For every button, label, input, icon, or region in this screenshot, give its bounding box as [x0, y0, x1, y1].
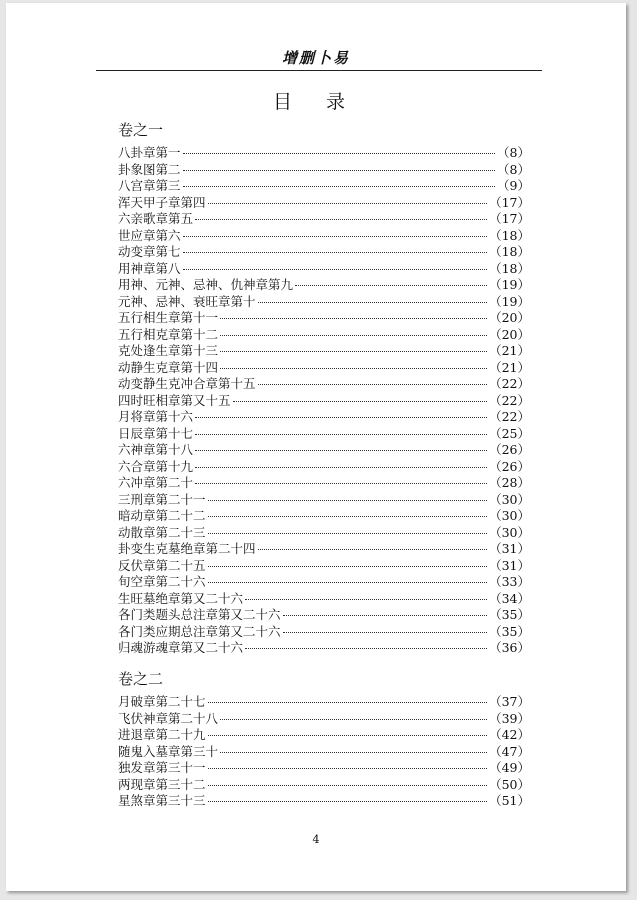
dot-leader [195, 434, 487, 435]
document-page [6, 3, 626, 891]
dot-leader [283, 632, 488, 633]
dot-leader [195, 467, 487, 468]
running-header-title: 增删卜易 [281, 49, 350, 67]
dot-leader [195, 483, 487, 484]
toc-entry[interactable] [118, 327, 530, 344]
dot-leader [195, 450, 487, 451]
toc-entry-title: 随鬼入墓章第三十 [118, 743, 219, 759]
toc-entry-title: 动散章第二十三 [118, 524, 206, 540]
toc-entry-title: 三刑章第二十一 [118, 491, 206, 507]
toc-entry-title: 独发章第三十一 [118, 760, 206, 775]
toc-entry-page: （30） [489, 491, 530, 507]
dot-leader [208, 500, 488, 501]
toc-entry[interactable] [118, 459, 530, 476]
toc-entry-title: 浑天甲子章第四 [118, 194, 206, 210]
toc-entry[interactable] [118, 228, 530, 245]
toc-entry-page: （39） [489, 710, 530, 726]
toc-entry-page: （22） [489, 409, 530, 424]
toc-entry-page: （36） [489, 640, 530, 655]
toc-entry-page: （22） [489, 392, 530, 408]
toc-entry[interactable] [118, 409, 530, 426]
dot-leader [208, 566, 488, 567]
dot-leader [245, 599, 487, 600]
toc-entry[interactable] [118, 793, 530, 810]
toc-entry-page: （30） [489, 524, 530, 540]
dot-leader [233, 401, 488, 402]
toc-entry-page: （18） [489, 227, 530, 243]
toc-entry-title: 五行相克章第十二 [118, 326, 219, 342]
volume-section-1 [118, 119, 530, 657]
toc-entry-page: （37） [489, 694, 530, 709]
dot-leader [183, 153, 496, 154]
toc-entry-title: 进退章第二十九 [118, 727, 206, 742]
toc-entry[interactable] [118, 558, 530, 575]
toc-entry[interactable] [118, 310, 530, 327]
toc-entry-page: （20） [489, 310, 530, 325]
toc-entry-page: （28） [489, 475, 530, 490]
toc-entry[interactable] [118, 426, 530, 443]
toc-entry[interactable] [118, 508, 530, 525]
toc-entry[interactable] [118, 574, 530, 591]
dot-leader [220, 351, 487, 352]
toc-entry-title: 卦变生克墓绝章第二十四 [118, 541, 256, 556]
toc-entry-title: 月破章第二十七 [118, 694, 206, 709]
dot-leader [220, 335, 487, 336]
header-rule [96, 70, 542, 71]
dot-leader [220, 719, 487, 720]
dot-leader [208, 768, 488, 769]
toc-entry[interactable] [118, 624, 530, 641]
toc-entry[interactable] [118, 376, 530, 393]
toc-entry[interactable] [118, 162, 530, 179]
dot-leader [258, 302, 488, 303]
toc-entry-title: 各门类题头总注章第又二十六 [118, 607, 281, 622]
toc-entry-page: （35） [489, 623, 530, 639]
toc-entry[interactable] [118, 294, 530, 311]
toc-entry-title: 四时旺相章第又十五 [118, 392, 231, 408]
toc-entry-page: （42） [489, 727, 530, 742]
toc-entry-page: （50） [489, 776, 530, 792]
toc-entry-title: 飞伏神章第二十八 [118, 710, 219, 726]
toc-entry-page: （22） [489, 376, 530, 391]
toc-entry-page: （49） [489, 760, 530, 775]
toc-entry-list [118, 145, 530, 657]
toc-entry[interactable] [118, 711, 530, 728]
dot-leader [208, 516, 488, 517]
toc-entry-page: （8） [497, 145, 530, 160]
toc-entry-title: 六冲章第二十 [118, 475, 194, 490]
toc-entry[interactable] [118, 145, 530, 162]
toc-entry-page: （17） [489, 211, 530, 226]
page-number: 4 [312, 833, 320, 846]
toc-entry[interactable] [118, 178, 530, 195]
toc-entry[interactable] [118, 727, 530, 744]
dot-leader [220, 368, 487, 369]
dot-leader [183, 269, 488, 270]
toc-entry[interactable] [118, 244, 530, 261]
toc-entry-page: （26） [489, 458, 530, 474]
toc-entry[interactable] [118, 541, 530, 558]
toc-entry-page: （19） [489, 293, 530, 309]
toc-entry-title: 归魂游魂章第又二十六 [118, 640, 244, 655]
dot-leader [183, 186, 496, 187]
dot-leader [208, 533, 488, 534]
volume-section-2 [118, 668, 530, 810]
toc-entry-page: （20） [489, 326, 530, 342]
toc-entry-title: 卦象图第二 [118, 161, 181, 177]
toc-entry[interactable] [118, 607, 530, 624]
toc-entry-page: （9） [497, 178, 530, 193]
toc-entry-page: （35） [489, 607, 530, 622]
volume-title: 卷之一 [118, 121, 164, 139]
toc-entry[interactable] [118, 261, 530, 278]
toc-entry[interactable] [118, 744, 530, 761]
toc-entry-page: （26） [489, 442, 530, 457]
toc-entry-title: 旬空章第二十六 [118, 574, 206, 589]
toc-entry[interactable] [118, 525, 530, 542]
toc-entry-page: （25） [489, 425, 530, 441]
toc-entry-title: 六神章第十八 [118, 442, 194, 457]
dot-leader [208, 702, 488, 703]
toc-entry-title: 世应章第六 [118, 227, 181, 243]
dot-leader [258, 384, 488, 385]
toc-entry-page: （30） [489, 508, 530, 523]
dot-leader [245, 648, 487, 649]
toc-entry-page: （31） [489, 541, 530, 556]
toc-entry-title: 五行相生章第十一 [118, 310, 219, 325]
toc-entry-page: （8） [497, 161, 530, 177]
dot-leader [208, 785, 488, 786]
toc-entry[interactable] [118, 442, 530, 459]
toc-entry-page: （17） [489, 194, 530, 210]
toc-entry[interactable] [118, 277, 530, 294]
toc-entry-page: （18） [489, 260, 530, 276]
toc-entry-title: 反伏章第二十五 [118, 557, 206, 573]
toc-entry-title: 八卦章第一 [118, 145, 181, 160]
toc-entry[interactable] [118, 492, 530, 509]
toc-entry-title: 六亲歌章第五 [118, 211, 194, 226]
toc-entry-title: 日辰章第十七 [118, 425, 194, 441]
toc-entry-page: （51） [489, 793, 530, 808]
toc-entry-list [118, 694, 530, 810]
toc-entry[interactable] [118, 591, 530, 608]
dot-leader [220, 318, 487, 319]
dot-leader [183, 170, 496, 171]
toc-entry-title: 八宫章第三 [118, 178, 181, 193]
toc-entry[interactable] [118, 343, 530, 360]
toc-entry-page: （21） [489, 343, 530, 358]
toc-entry-title: 用神章第八 [118, 260, 181, 276]
toc-entry-page: （18） [489, 244, 530, 259]
toc-entry[interactable] [118, 393, 530, 410]
toc-entry-title: 六合章第十九 [118, 458, 194, 474]
dot-leader [283, 615, 488, 616]
toc-entry-title: 元神、忌神、衰旺章第十 [118, 293, 256, 309]
dot-leader [195, 417, 487, 418]
toc-entry-title: 动静生克章第十四 [118, 359, 219, 375]
dot-leader [220, 752, 487, 753]
toc-entry-title: 各门类应期总注章第又二十六 [118, 623, 281, 639]
toc-entry-title: 暗动章第二十二 [118, 508, 206, 523]
toc-entry[interactable] [118, 211, 530, 228]
toc-entry[interactable] [118, 475, 530, 492]
toc-entry-page: （33） [489, 574, 530, 589]
dot-leader [208, 735, 488, 736]
toc-entry-page: （19） [489, 277, 530, 292]
dot-leader [258, 549, 488, 550]
toc-heading: 目 录 [272, 91, 360, 113]
dot-leader [183, 236, 488, 237]
toc-entry[interactable] [118, 640, 530, 657]
dot-leader [208, 582, 488, 583]
toc-entry-title: 用神、元神、忌神、仇神章第九 [118, 277, 294, 292]
toc-entry[interactable] [118, 777, 530, 794]
dot-leader [183, 252, 488, 253]
toc-entry-title: 动变章第七 [118, 244, 181, 259]
toc-entry[interactable] [118, 760, 530, 777]
toc-entry-title: 生旺墓绝章第又二十六 [118, 590, 244, 606]
toc-entry-title: 两现章第三十二 [118, 776, 206, 792]
toc-entry[interactable] [118, 195, 530, 212]
toc-entry-title: 动变静生克冲合章第十五 [118, 376, 256, 391]
toc-entry-page: （31） [489, 557, 530, 573]
dot-leader [208, 801, 488, 802]
toc-entry-page: （34） [489, 590, 530, 606]
volume-title: 卷之二 [118, 670, 164, 688]
dot-leader [208, 203, 488, 204]
toc-entry-title: 星煞章第三十三 [118, 793, 206, 808]
toc-entry-title: 克处逢生章第十三 [118, 343, 219, 358]
toc-entry-page: （21） [489, 359, 530, 375]
dot-leader [195, 219, 487, 220]
toc-entry[interactable] [118, 360, 530, 377]
dot-leader [295, 285, 487, 286]
toc-entry-title: 月将章第十六 [118, 409, 194, 424]
toc-entry[interactable] [118, 694, 530, 711]
toc-entry-page: （47） [489, 743, 530, 759]
